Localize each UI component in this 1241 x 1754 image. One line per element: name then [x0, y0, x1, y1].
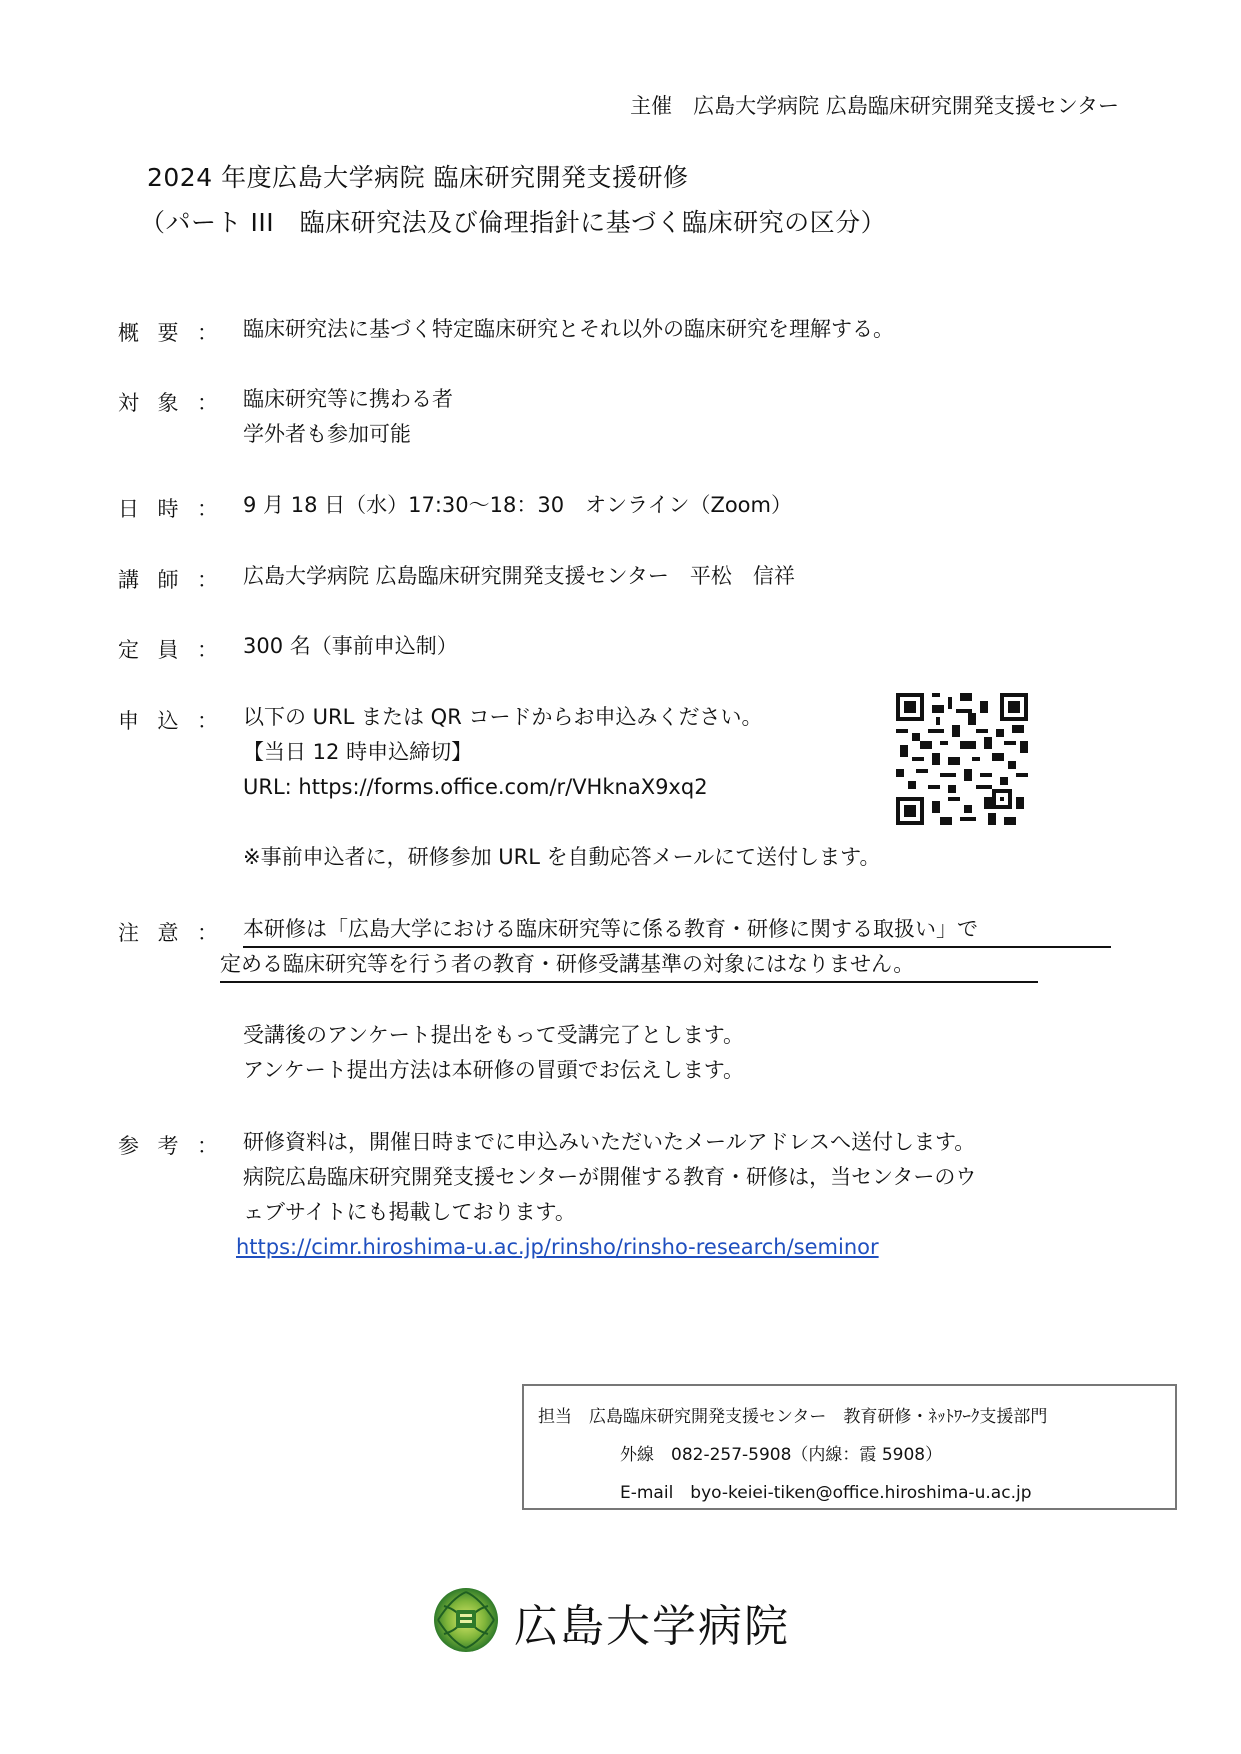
hiroshima-university-hospital-emblem-icon — [432, 1586, 500, 1654]
apply-note: ※事前申込者に，研修参加 URL を自動応答メールにて送付します。 — [243, 845, 881, 869]
capacity-label: 定 員 ： — [118, 638, 218, 662]
caution-label: 注 意 ： — [118, 921, 218, 945]
caution-line-3: 受講後のアンケート提出をもって受講完了とします。 — [243, 1023, 745, 1047]
title-line-1: 2024 年度広島大学病院 臨床研究開発支援研修 — [147, 163, 689, 192]
overview-label: 概 要 ： — [118, 321, 218, 345]
reference-line-1: 研修資料は，開催日時までに申込みいただいたメールアドレスへ送付します。 — [243, 1130, 976, 1154]
lecturer-text: 広島大学病院 広島臨床研究開発支援センター 平松 信祥 — [243, 564, 795, 588]
caution-line-4: アンケート提出方法は本研修の冒頭でお伝えします。 — [243, 1058, 745, 1082]
logo-text: 広島大学病院 — [514, 1601, 790, 1652]
apply-line-1: 以下の URL または QR コードからお申込みください。 — [243, 705, 763, 729]
target-line-2: 学外者も参加可能 — [243, 422, 411, 446]
qr-code-icon[interactable] — [896, 693, 1028, 825]
lecturer-label: 講 師 ： — [118, 568, 218, 592]
caution-line-2: 定める臨床研究等を行う者の教育・研修受講基準の対象にはなりません。 — [220, 954, 1038, 983]
contact-department: 担当 広島臨床研究開発支援センター 教育研修・ﾈｯﾄﾜｰｸ支援部門 — [538, 1407, 1048, 1427]
contact-email[interactable]: E-mail byo-keiei-tiken@office.hiroshima-u.ac.jp — [620, 1483, 1032, 1503]
capacity-text: 300 名（事前申込制） — [243, 634, 458, 658]
title-line-2: （パート III 臨床研究法及び倫理指針に基づく臨床研究の区分） — [140, 208, 887, 237]
apply-url[interactable]: URL: https://forms.office.com/r/VHknaX9xq2 — [243, 775, 708, 799]
apply-deadline: 【当日 12 時申込締切】 — [243, 740, 473, 764]
organizer: 主催 広島大学病院 広島臨床研究開発支援センター — [630, 94, 1119, 118]
caution-line-1: 本研修は「広島大学における臨床研究等に係る教育・研修に関する取扱い」で — [243, 919, 1111, 948]
reference-line-3: ェブサイトにも掲載しております。 — [243, 1200, 576, 1224]
contact-box — [522, 1384, 1177, 1510]
reference-label: 参 考 ： — [118, 1134, 218, 1158]
reference-line-2: 病院広島臨床研究開発支援センターが開催する教育・研修は，当センターのウ — [243, 1165, 977, 1189]
reference-link[interactable]: https://cimr.hiroshima-u.ac.jp/rinsho/rinsho-research/seminor — [236, 1235, 879, 1259]
target-line-1: 臨床研究等に携わる者 — [243, 387, 453, 411]
datetime-label: 日 時 ： — [118, 497, 218, 521]
contact-phone: 外線 082-257-5908（内線：霞 5908） — [620, 1445, 943, 1465]
apply-label: 申 込 ： — [118, 709, 218, 733]
overview-text: 臨床研究法に基づく特定臨床研究とそれ以外の臨床研究を理解する。 — [243, 317, 894, 341]
target-label: 対 象 ： — [118, 391, 218, 415]
datetime-text: 9 月 18 日（水）17:30～18：30 オンライン（Zoom） — [243, 493, 792, 517]
